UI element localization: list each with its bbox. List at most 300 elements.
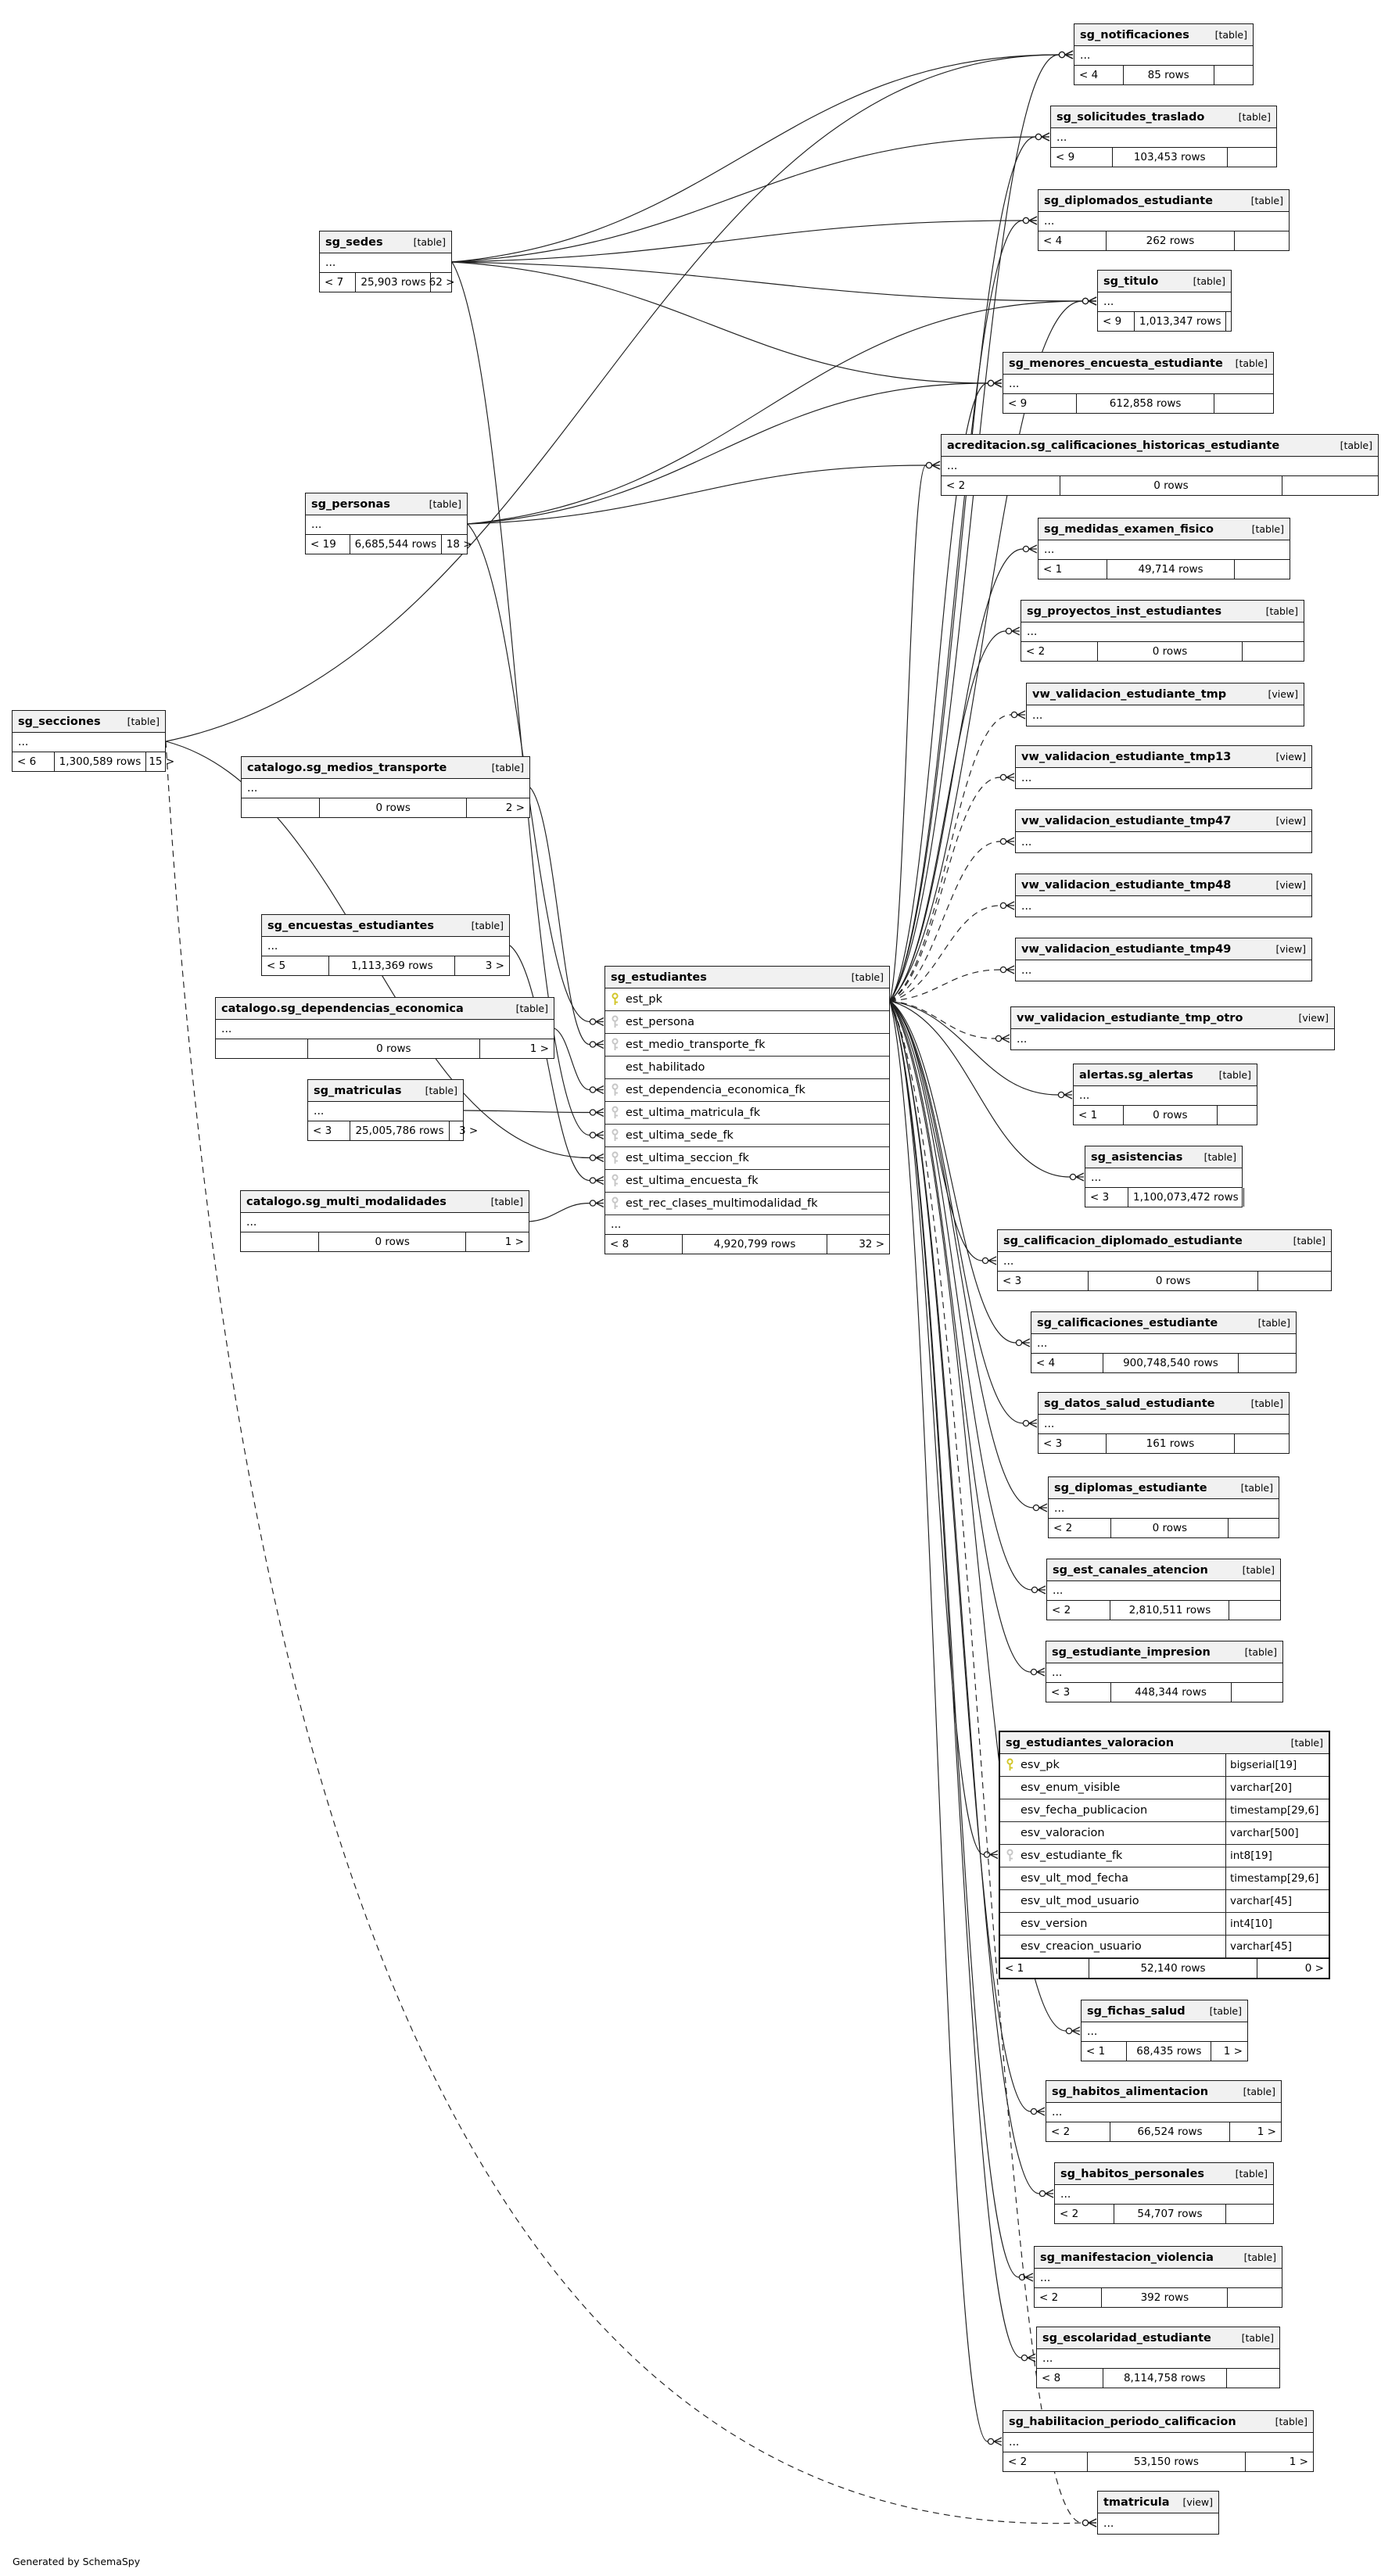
table-node-vw_tmp_otro[interactable] — [1010, 1006, 1335, 1050]
table-name: sg_calificaciones_estudiante — [1037, 1316, 1218, 1329]
table-name: catalogo.sg_medios_transporte — [247, 761, 447, 774]
ellipsis-row: ... — [1052, 1667, 1063, 1679]
footer-row-count: 49,714 rows — [1107, 560, 1235, 579]
table-kind-tag: [table] — [1235, 357, 1268, 369]
table-name: sg_matriculas — [314, 1084, 402, 1097]
table-kind-tag: [table] — [425, 1085, 457, 1096]
footer-row-count: 6,685,544 rows — [350, 535, 442, 554]
table-header — [1038, 190, 1289, 212]
footer-fk-count: < 9 — [1103, 315, 1122, 328]
table-kind-tag: [table] — [1293, 1235, 1325, 1247]
footer-children-count — [1234, 1434, 1289, 1453]
table-node-vw_tmp13[interactable] — [1015, 745, 1312, 789]
ellipsis-row: ... — [1027, 626, 1038, 638]
table-kind-tag: [table] — [429, 498, 461, 510]
table-node-acreditacion_hist[interactable] — [941, 434, 1379, 496]
table-node-sg_notificaciones[interactable] — [1074, 23, 1254, 85]
table-header — [1027, 683, 1304, 705]
table-header — [1038, 1393, 1289, 1415]
column-name: est_medio_transporte_fk — [626, 1039, 766, 1051]
footer-fk-count: < 2 — [946, 479, 966, 492]
footer-children-count: 1 > — [479, 1039, 554, 1058]
footer-fk-count: < 1 — [1005, 1962, 1024, 1975]
footer-row-count: 900,748,540 rows — [1103, 1354, 1237, 1372]
footer-row-count: 68,435 rows — [1126, 2042, 1211, 2061]
table-node-sg_sedes[interactable] — [319, 231, 455, 292]
table-header — [1038, 518, 1290, 540]
column-row[interactable] — [1000, 1913, 1329, 1936]
table-header — [216, 998, 554, 1020]
ellipsis-row: ... — [1103, 296, 1114, 308]
table-node-sg_personas[interactable] — [305, 493, 472, 554]
footer-row-count: 161 rows — [1106, 1434, 1233, 1453]
table-kind-tag: [table] — [1251, 523, 1284, 535]
table-header — [1098, 2492, 1218, 2513]
table-node-cat_dependencias_economica[interactable] — [215, 997, 554, 1059]
table-node-sg_datos_salud_estudiante[interactable] — [1038, 1392, 1290, 1454]
ellipsis-row: ... — [1003, 1255, 1014, 1268]
column-row[interactable] — [1000, 1936, 1329, 1958]
column-name: esv_ult_mod_usuario — [1021, 1895, 1139, 1907]
column-name: esv_valoracion — [1021, 1827, 1105, 1839]
ellipsis-row: ... — [1044, 1418, 1055, 1430]
ellipsis-row: ... — [1053, 1584, 1064, 1597]
ellipsis-row: ... — [1009, 2436, 1020, 2449]
column-type: bigserial[19] — [1225, 1754, 1329, 1776]
column-name: esv_pk — [1021, 1759, 1060, 1771]
column-type: int8[19] — [1225, 1845, 1329, 1867]
table-kind-tag: [view] — [1182, 2496, 1213, 2508]
column-name: est_habilitado — [626, 1061, 705, 1074]
table-header — [1055, 2163, 1273, 2185]
ellipsis-row: ... — [1079, 1089, 1090, 1102]
table-name: sg_personas — [311, 497, 390, 511]
table-name: sg_diplomados_estudiante — [1044, 194, 1213, 207]
ellipsis-row: ... — [1032, 709, 1043, 722]
table-header — [13, 711, 165, 733]
table-node-sg_estudiantes_valoracion[interactable] — [999, 1731, 1330, 1979]
column-row[interactable] — [605, 1057, 889, 1079]
foreign-key-icon — [611, 1128, 619, 1143]
footer-children-count: 2 > — [466, 798, 529, 817]
foreign-key-icon — [611, 1106, 619, 1120]
footer-fk-count: < 3 — [1090, 1191, 1110, 1204]
column-name: esv_fecha_publicacion — [1021, 1804, 1148, 1817]
footer-fk-count: < 4 — [1036, 1357, 1056, 1369]
table-name: catalogo.sg_dependencias_economica — [221, 1002, 464, 1015]
column-row[interactable] — [605, 1102, 889, 1125]
table-node-sg_encuestas_estudiantes[interactable] — [261, 914, 510, 976]
table-name: vw_validacion_estudiante_tmp — [1032, 687, 1227, 701]
footer-children-count — [1257, 1272, 1331, 1290]
table-name: sg_secciones — [18, 715, 101, 728]
footer-children-count — [1228, 1519, 1279, 1537]
table-name: sg_est_canales_atencion — [1053, 1563, 1208, 1577]
table-kind-tag: [table] — [490, 1196, 523, 1207]
footer-children-count: 18 > — [441, 535, 476, 554]
footer-children-count — [1227, 148, 1276, 167]
footer-children-count — [1225, 312, 1254, 331]
footer-fk-count: < 8 — [610, 1238, 630, 1250]
table-name: sg_habitos_alimentacion — [1052, 2085, 1209, 2098]
footer-row-count: 1,300,589 rows — [54, 752, 146, 771]
table-name: vw_validacion_estudiante_tmp47 — [1021, 814, 1232, 827]
table-name: vw_validacion_estudiante_tmp13 — [1021, 750, 1232, 763]
table-kind-tag: [table] — [1244, 1646, 1277, 1658]
table-name: sg_encuestas_estudiantes — [267, 919, 434, 932]
table-kind-tag: [table] — [1240, 1482, 1273, 1494]
footer-children-count — [1217, 1106, 1257, 1125]
table-kind-tag: [table] — [1218, 1069, 1251, 1081]
footer-row-count: 0 rows — [318, 1232, 465, 1251]
table-name: sg_fichas_salud — [1087, 2004, 1186, 2018]
footer-row-count: 2,810,511 rows — [1110, 1601, 1229, 1620]
generator-note: Generated by SchemaSpy — [13, 2556, 141, 2567]
column-row[interactable] — [605, 1079, 889, 1102]
column-name: est_rec_clases_multimodalidad_fk — [626, 1197, 818, 1210]
column-row[interactable] — [1000, 1867, 1329, 1890]
column-row[interactable] — [1000, 1799, 1329, 1822]
footer-children-count — [1234, 231, 1289, 250]
table-node-sg_habilitacion_periodo_calificacion[interactable] — [1003, 2410, 1314, 2472]
footer-row-count: 0 rows — [1060, 476, 1282, 495]
column-row[interactable] — [1000, 1822, 1329, 1845]
table-header — [1016, 874, 1311, 896]
table-kind-tag: [table] — [413, 236, 446, 248]
foreign-key-icon — [611, 1174, 619, 1188]
table-header — [1031, 1312, 1296, 1334]
table-header — [1047, 1559, 1280, 1581]
table-name: sg_habitos_personales — [1060, 2167, 1204, 2180]
column-name: esv_estudiante_fk — [1021, 1849, 1123, 1862]
table-kind-tag: [table] — [1250, 1397, 1283, 1409]
table-header — [998, 1230, 1331, 1252]
table-node-vw_tmp47[interactable] — [1015, 809, 1312, 853]
footer-fk-count: < 2 — [1053, 1522, 1073, 1534]
footer-row-count: 0 rows — [307, 1039, 479, 1058]
table-kind-tag: [table] — [1214, 29, 1247, 41]
footer-fk-count: < 4 — [1043, 235, 1063, 247]
footer-row-count: 4,920,799 rows — [682, 1235, 827, 1254]
ellipsis-row: ... — [247, 782, 258, 795]
table-header — [1021, 601, 1304, 622]
table-kind-tag: [table] — [1238, 111, 1271, 123]
column-row[interactable] — [605, 1147, 889, 1170]
column-name: est_pk — [626, 993, 663, 1006]
ellipsis-row: ... — [1080, 49, 1091, 62]
ellipsis-row: ... — [1021, 772, 1032, 784]
column-type: varchar[45] — [1225, 1890, 1329, 1912]
table-kind-tag: [table] — [515, 1003, 548, 1014]
ellipsis-row: ... — [1060, 2188, 1071, 2201]
table-node-sg_menores_encuesta_estudiante[interactable] — [1003, 352, 1274, 414]
ellipsis-row: ... — [1021, 964, 1032, 977]
ellipsis-row: ... — [1103, 2517, 1114, 2530]
table-name: sg_notificaciones — [1080, 28, 1189, 41]
table-header — [605, 967, 889, 988]
table-name: sg_proyectos_inst_estudiantes — [1027, 605, 1222, 618]
footer-children-count: 1 > — [1229, 2122, 1281, 2141]
footer-fk-count: < 3 — [1003, 1275, 1022, 1287]
footer-children-count: 1 > — [465, 1232, 529, 1251]
table-kind-tag: [table] — [1257, 1317, 1290, 1329]
column-type: varchar[45] — [1225, 1936, 1329, 1957]
footer-fk-count: < 19 — [310, 538, 336, 551]
table-node-sg_est_canales_atencion[interactable] — [1046, 1559, 1281, 1620]
footer-row-count: 0 rows — [1123, 1106, 1216, 1125]
table-name: tmatricula — [1103, 2495, 1170, 2509]
table-header — [241, 1191, 529, 1213]
table-node-sg_secciones[interactable] — [12, 710, 175, 772]
footer-fk-count: < 2 — [1051, 2126, 1071, 2138]
table-header — [1035, 2247, 1282, 2269]
table-header — [1098, 271, 1231, 292]
foreign-key-icon — [611, 1083, 619, 1097]
table-kind-tag: [view] — [1275, 751, 1306, 762]
table-name: sg_menores_encuesta_estudiante — [1009, 357, 1223, 370]
footer-fk-count: < 9 — [1008, 397, 1028, 410]
table-name: sg_sedes — [325, 235, 383, 249]
table-kind-tag: [table] — [1209, 2005, 1242, 2017]
footer-fk-count: < 1 — [1078, 1109, 1098, 1121]
footer-children-count: 3 > — [454, 956, 509, 975]
column-row[interactable] — [605, 1193, 889, 1215]
table-name: sg_datos_salud_estudiante — [1044, 1397, 1215, 1410]
table-header — [320, 231, 451, 253]
column-type: timestamp[29,6] — [1225, 1799, 1329, 1821]
table-name: sg_estudiantes — [611, 970, 707, 984]
foreign-key-icon — [611, 1038, 619, 1052]
footer-fk-count: < 2 — [1008, 2456, 1028, 2468]
table-kind-tag: [view] — [1275, 943, 1306, 955]
footer-children-count: 15 > — [145, 752, 179, 771]
column-row[interactable] — [605, 1125, 889, 1147]
table-kind-tag: [view] — [1298, 1012, 1329, 1024]
table-name: sg_diplomas_estudiante — [1054, 1481, 1207, 1494]
ellipsis-row: ... — [947, 460, 958, 472]
table-node-vw_tmp48[interactable] — [1015, 874, 1312, 917]
footer-children-count — [1214, 394, 1273, 413]
table-kind-tag: [table] — [127, 716, 160, 727]
footer-row-count: 0 rows — [1088, 1272, 1257, 1290]
column-row[interactable] — [605, 1011, 889, 1034]
footer-children-count — [1227, 2288, 1282, 2307]
footer-children-count: 62 > — [430, 273, 459, 292]
table-node-sg_manifestacion_violencia[interactable] — [1034, 2246, 1282, 2308]
footer-fk-count: < 3 — [1051, 1686, 1071, 1699]
footer-children-count: 0 > — [1257, 1959, 1329, 1978]
column-name: esv_ult_mod_fecha — [1021, 1872, 1128, 1885]
table-header — [242, 757, 529, 779]
table-header — [308, 1080, 463, 1102]
footer-row-count: 25,005,786 rows — [350, 1121, 448, 1140]
ellipsis-row: ... — [314, 1105, 325, 1118]
footer-fk-count: < 1 — [1086, 2045, 1106, 2058]
table-header — [942, 435, 1378, 457]
table-name: alertas.sg_alertas — [1079, 1068, 1193, 1082]
table-header — [1016, 810, 1311, 832]
table-node-sg_titulo[interactable] — [1097, 270, 1232, 332]
table-kind-tag: [table] — [491, 762, 524, 773]
ellipsis-row: ... — [18, 736, 29, 748]
column-name: est_ultima_encuesta_fk — [626, 1175, 759, 1187]
ellipsis-row: ... — [1044, 544, 1055, 556]
table-kind-tag: [view] — [1268, 688, 1298, 700]
column-type: timestamp[29,6] — [1225, 1867, 1329, 1889]
column-row[interactable] — [605, 1034, 889, 1057]
table-node-tmatricula[interactable] — [1097, 2491, 1219, 2535]
table-node-vw_tmp[interactable] — [1026, 683, 1304, 727]
table-header — [1000, 1732, 1329, 1754]
footer-fk-count: < 2 — [1060, 2208, 1079, 2220]
table-header — [1049, 1477, 1279, 1499]
ellipsis-row: ... — [1087, 2025, 1098, 2038]
primary-key-icon — [1006, 1758, 1014, 1772]
table-node-sg_estudiantes[interactable] — [604, 966, 890, 1254]
table-kind-tag: [table] — [1250, 195, 1283, 206]
table-kind-tag: [view] — [1275, 815, 1306, 827]
ellipsis-row: ... — [611, 1218, 622, 1231]
table-name: sg_calificacion_diplomado_estudiante — [1003, 1234, 1243, 1247]
footer-fk-count — [242, 798, 319, 817]
footer-children-count: 1 > — [1245, 2452, 1313, 2471]
table-node-alertas_sg_alertas[interactable] — [1073, 1064, 1257, 1125]
foreign-key-icon — [1006, 1849, 1014, 1863]
footer-children-count — [1214, 66, 1253, 84]
footer-children-count — [1231, 1683, 1282, 1702]
table-header — [1046, 2081, 1281, 2103]
table-node-sg_calificacion_diplomado_estudiante[interactable] — [997, 1229, 1332, 1291]
table-kind-tag: [view] — [1275, 879, 1306, 891]
table-node-sg_escolaridad_estudiante[interactable] — [1036, 2327, 1280, 2388]
table-kind-tag: [table] — [1243, 2086, 1275, 2097]
table-node-sg_habitos_alimentacion[interactable] — [1046, 2080, 1282, 2142]
table-name: sg_asistencias — [1091, 1150, 1183, 1164]
table-header — [1085, 1146, 1242, 1168]
table-name: catalogo.sg_multi_modalidades — [246, 1195, 447, 1208]
column-row[interactable] — [1000, 1777, 1329, 1799]
table-node-cat_multi_modalidades[interactable] — [240, 1190, 529, 1252]
table-header — [1074, 24, 1253, 46]
footer-row-count: 66,524 rows — [1110, 2122, 1229, 2141]
column-row[interactable] — [1000, 1845, 1329, 1867]
column-name: est_ultima_matricula_fk — [626, 1107, 761, 1119]
column-row[interactable] — [1000, 1754, 1329, 1777]
table-node-sg_diplomas_estudiante[interactable] — [1048, 1476, 1279, 1538]
footer-fk-count: < 7 — [325, 276, 344, 289]
ellipsis-row: ... — [1040, 2272, 1051, 2284]
table-kind-tag: [table] — [851, 971, 884, 983]
footer-children-count — [1229, 1601, 1280, 1620]
table-node-sg_habitos_personales[interactable] — [1054, 2162, 1274, 2224]
column-name: esv_creacion_usuario — [1021, 1940, 1142, 1953]
table-node-sg_solicitudes_traslado[interactable] — [1050, 106, 1277, 167]
table-name: vw_validacion_estudiante_tmp_otro — [1017, 1011, 1243, 1024]
table-kind-tag: [table] — [471, 920, 504, 931]
ellipsis-row: ... — [1009, 378, 1020, 390]
foreign-key-icon — [611, 1015, 619, 1029]
table-node-vw_tmp49[interactable] — [1015, 938, 1312, 981]
ellipsis-row: ... — [1044, 215, 1055, 228]
table-kind-tag: [table] — [1193, 275, 1225, 287]
footer-row-count: 262 rows — [1106, 231, 1233, 250]
footer-row-count: 8,114,758 rows — [1103, 2369, 1226, 2388]
column-name: est_persona — [626, 1016, 694, 1028]
table-node-sg_fichas_salud[interactable] — [1081, 2000, 1248, 2061]
footer-fk-count: < 2 — [1039, 2291, 1059, 2304]
footer-row-count: 1,013,347 rows — [1134, 312, 1226, 331]
column-type: varchar[20] — [1225, 1777, 1329, 1799]
footer-children-count — [1234, 560, 1290, 579]
footer-row-count: 52,140 rows — [1089, 1959, 1256, 1978]
footer-children-count — [1242, 642, 1304, 661]
ellipsis-row: ... — [1021, 836, 1032, 849]
table-node-sg_medidas_examen_fisico[interactable] — [1038, 518, 1290, 579]
table-header — [1003, 2411, 1313, 2433]
table-name: sg_solicitudes_traslado — [1056, 110, 1205, 124]
table-node-sg_estudiante_impresion[interactable] — [1046, 1641, 1283, 1702]
footer-row-count: 0 rows — [1110, 1519, 1228, 1537]
footer-row-count: 54,707 rows — [1114, 2205, 1225, 2223]
column-row[interactable] — [605, 988, 889, 1011]
column-type: varchar[500] — [1225, 1822, 1329, 1844]
table-node-sg_matriculas[interactable] — [307, 1079, 479, 1141]
table-header — [1082, 2000, 1247, 2022]
table-node-sg_calificaciones_estudiante[interactable] — [1031, 1311, 1297, 1373]
ellipsis-row: ... — [246, 1216, 257, 1229]
table-name: sg_medidas_examen_fisico — [1044, 522, 1214, 536]
ellipsis-row: ... — [267, 940, 278, 953]
table-header — [1016, 938, 1311, 960]
ellipsis-row: ... — [1054, 1502, 1065, 1515]
table-node-cat_medios_transporte[interactable] — [241, 756, 530, 818]
table-kind-tag: [table] — [1290, 1737, 1323, 1749]
column-name: esv_enum_visible — [1021, 1781, 1121, 1794]
footer-row-count: 1,100,073,472 rows — [1128, 1188, 1243, 1207]
footer-children-count — [1225, 2205, 1273, 2223]
table-name: sg_estudiantes_valoracion — [1006, 1736, 1175, 1749]
footer-row-count: 392 rows — [1101, 2288, 1227, 2307]
footer-fk-count — [216, 1039, 307, 1058]
footer-children-count: 3 > — [449, 1121, 483, 1140]
column-row[interactable] — [1000, 1890, 1329, 1913]
column-row[interactable] — [605, 1170, 889, 1193]
footer-children-count — [1238, 1354, 1296, 1372]
footer-children-count — [1282, 476, 1378, 495]
footer-fk-count: < 5 — [267, 960, 286, 972]
table-node-sg_proyectos_inst_estudiantes[interactable] — [1021, 600, 1304, 662]
table-node-sg_asistencias[interactable] — [1085, 1146, 1243, 1207]
footer-row-count: 25,903 rows — [355, 273, 430, 292]
column-name: esv_version — [1021, 1918, 1088, 1930]
footer-row-count: 53,150 rows — [1087, 2452, 1245, 2471]
footer-fk-count: < 3 — [1043, 1437, 1063, 1450]
footer-row-count: 85 rows — [1123, 66, 1214, 84]
table-name: vw_validacion_estudiante_tmp49 — [1021, 942, 1232, 956]
footer-fk-count: < 8 — [1042, 2372, 1061, 2384]
table-node-sg_diplomados_estudiante[interactable] — [1038, 189, 1290, 251]
footer-fk-count: < 2 — [1026, 645, 1046, 658]
ellipsis-row: ... — [221, 1023, 232, 1035]
ellipsis-row: ... — [1017, 1033, 1028, 1046]
table-header — [1011, 1007, 1334, 1029]
foreign-key-icon — [611, 1151, 619, 1165]
table-header — [306, 493, 467, 515]
table-name: sg_habilitacion_periodo_calificacion — [1009, 2415, 1236, 2428]
footer-row-count: 103,453 rows — [1112, 148, 1227, 167]
table-name: sg_escolaridad_estudiante — [1042, 2331, 1211, 2345]
table-name: vw_validacion_estudiante_tmp48 — [1021, 878, 1232, 892]
